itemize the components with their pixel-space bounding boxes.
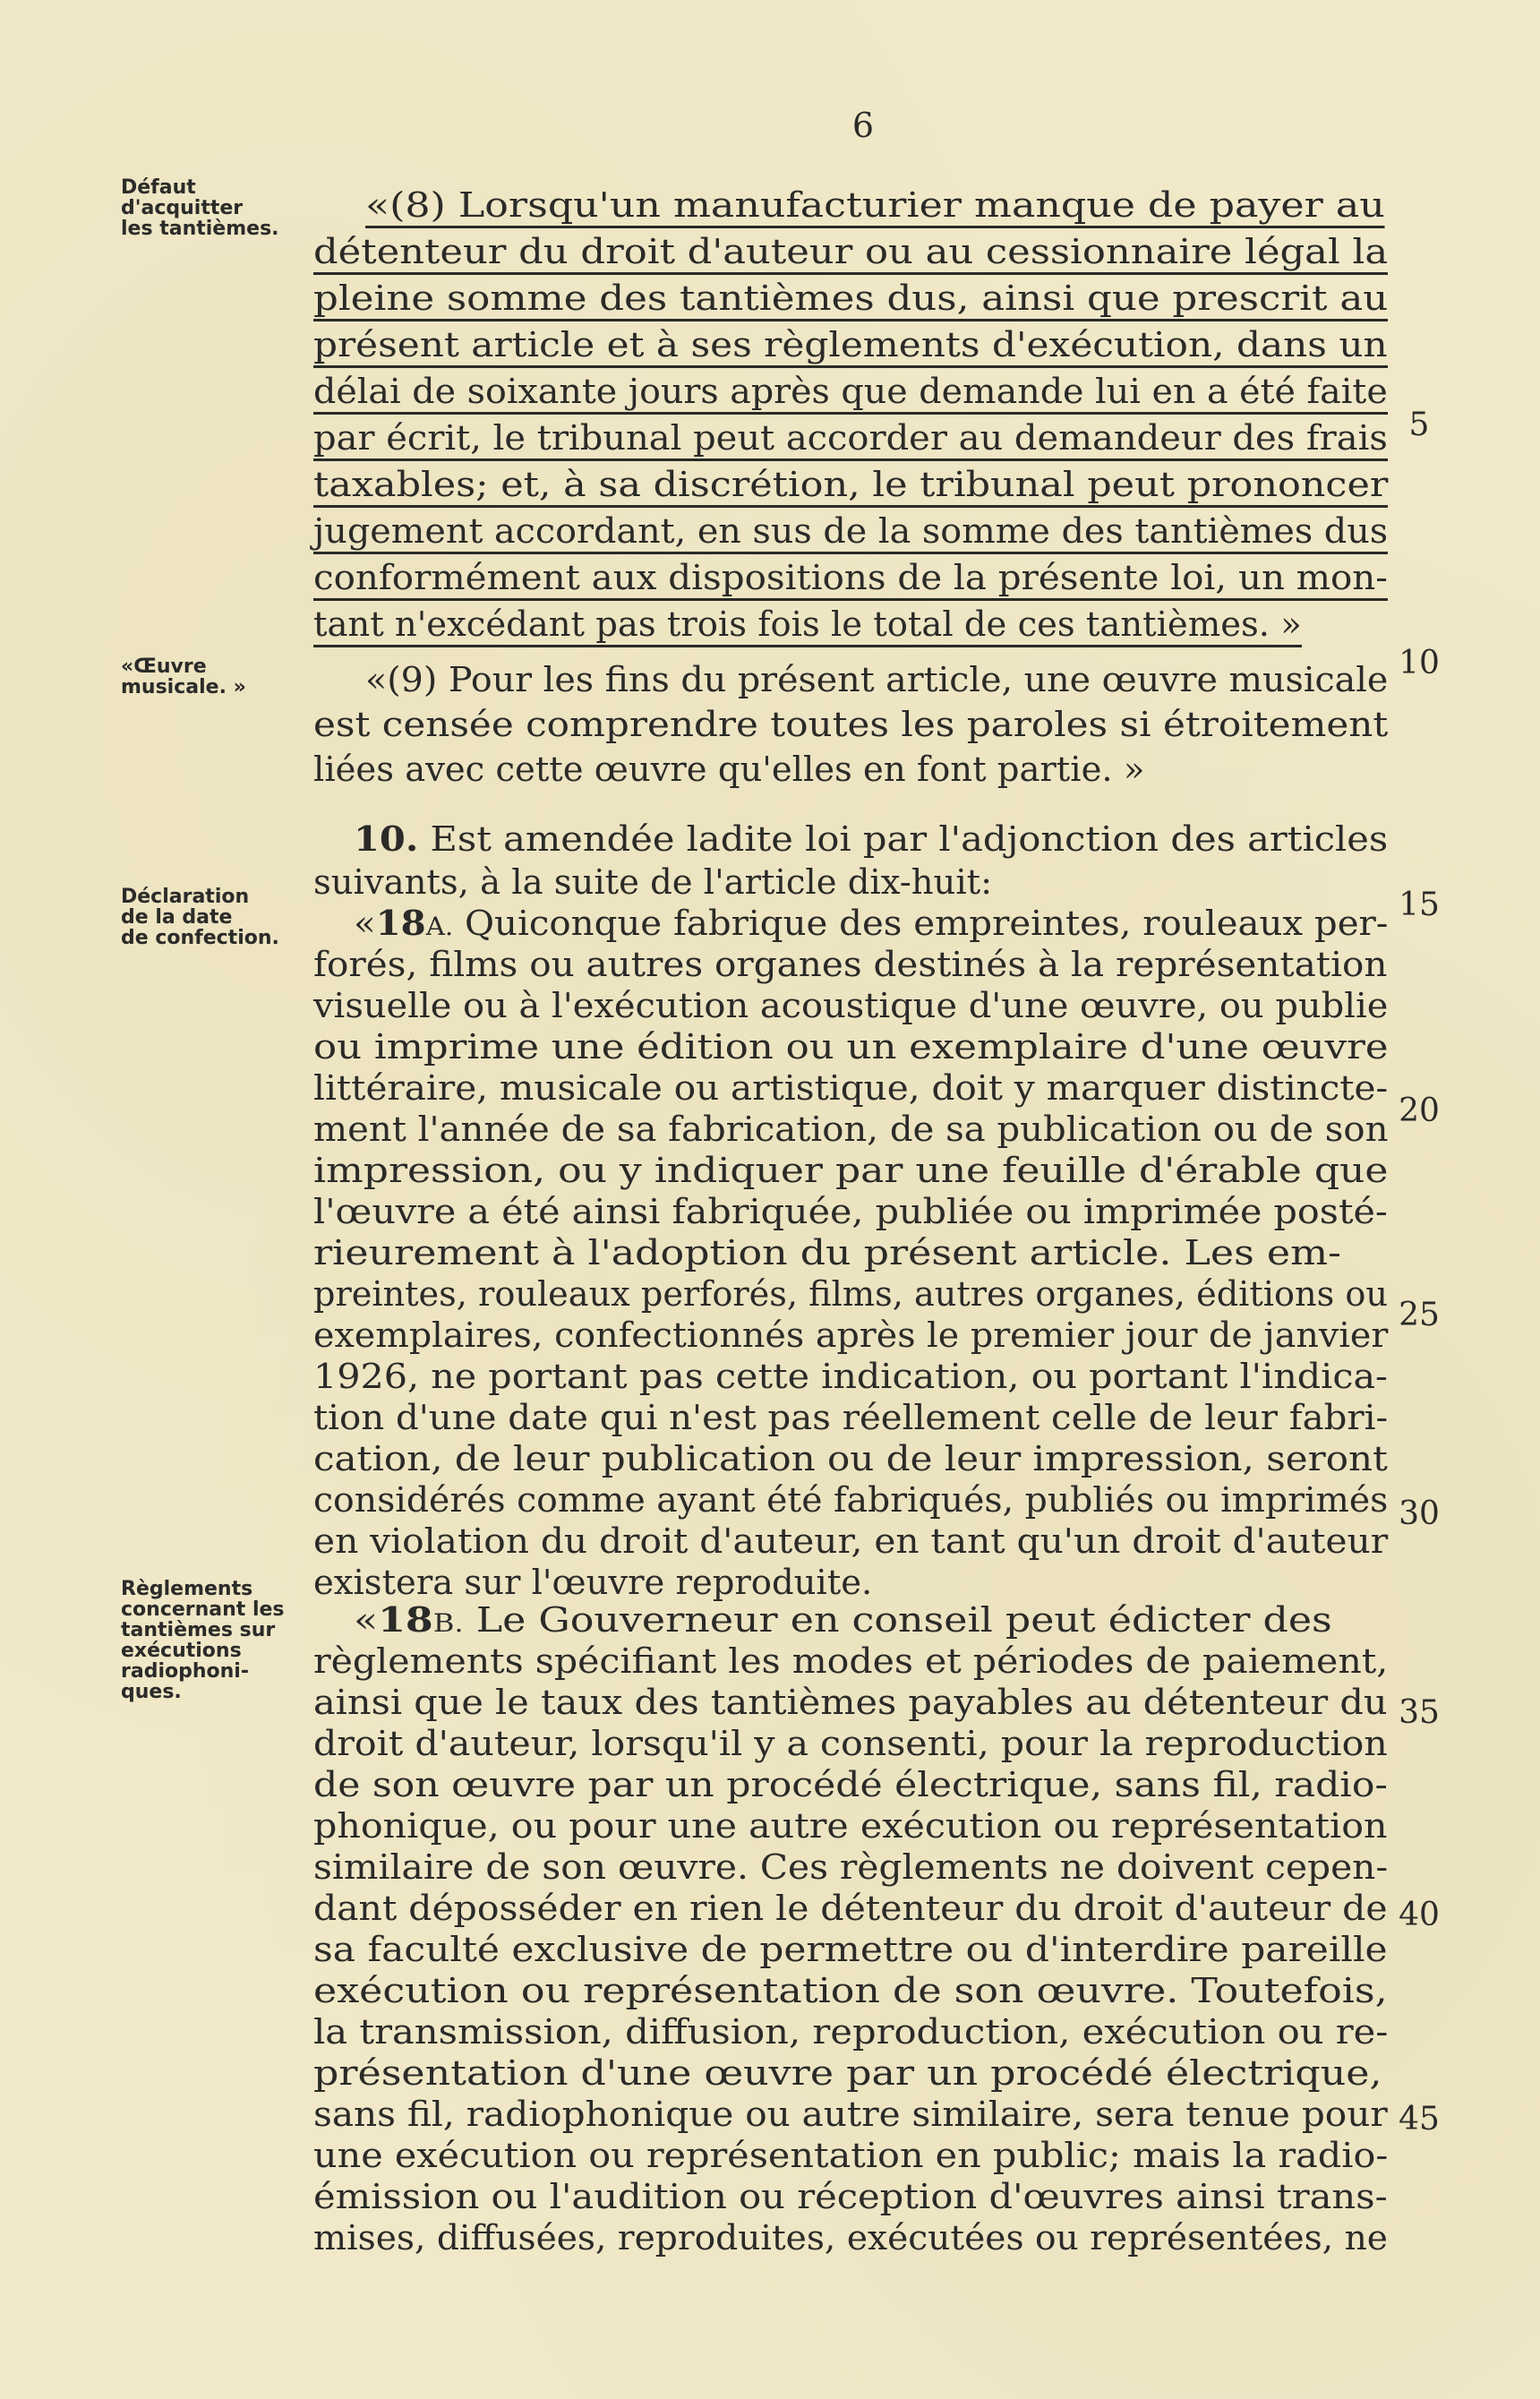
margin-note-defaut	[121, 177, 304, 239]
text-line: sans fil, radiophonique ou autre similaire, sera tenue pour	[313, 2095, 1388, 2135]
text-line: présent article et à ses règlements d'exécution, dans un	[313, 328, 1388, 368]
text-line: dant déposséder en rien le détenteur du droit d'auteur de	[313, 1889, 1388, 1929]
text-line: littéraire, musicale ou artistique, doit y marquer distincte-	[313, 1068, 1389, 1109]
margin-note-line: exécutions	[121, 1640, 242, 1662]
margin-note-line: concernant les	[121, 1598, 285, 1621]
section-number: 18	[375, 904, 426, 944]
margin-note-line: les tantièmes.	[121, 218, 279, 240]
margin-note-reglements	[121, 1579, 304, 1702]
text-line: preintes, rouleaux perforés, films, autres organes, éditions ou	[313, 1274, 1388, 1315]
text-line: de son œuvre par un procédé électrique, sans fil, radio-	[313, 1765, 1388, 1805]
text-line: tion d'une date qui n'est pas réellement celle de leur fabri-	[313, 1398, 1389, 1438]
text-line: ou imprime une édition ou un exemplaire d'une œuvre	[313, 1027, 1389, 1067]
text-line: liées avec cette œuvre qu'elles en font partie. »	[313, 750, 1145, 790]
text-line: 1926, ne portant pas cette indication, ou portant l'indica-	[313, 1357, 1388, 1397]
text-line: l'œuvre a été ainsi fabriquée, publiée ou imprimée posté-	[313, 1192, 1388, 1232]
margin-note-line: tantièmes sur	[121, 1619, 276, 1641]
text-line: ment l'année de sa fabrication, de sa publication ou de son	[313, 1110, 1389, 1150]
text-line: phonique, ou pour une autre exécution ou représentation	[313, 1806, 1388, 1846]
text-line: émission ou l'audition ou réception d'œuvres ainsi trans-	[313, 2177, 1388, 2217]
text-line: jugement accordant, en sus de la somme des tantièmes dus	[313, 514, 1388, 554]
margin-note-declaration	[121, 887, 304, 948]
text-line: ainsi que le taux des tantièmes payables au détenteur du	[313, 1683, 1388, 1723]
text-line: suivants, à la suite de l'article dix-huit:	[313, 862, 993, 903]
text-line: une exécution ou représentation en public; mais la radio-	[313, 2136, 1389, 2176]
text-line: similaire de son œuvre. Ces règlements ne doivent cepen-	[313, 1847, 1389, 1888]
text-line: mises, diffusées, reproduites, exécutées ou représentées, ne	[313, 2218, 1388, 2258]
text-line: cation, de leur publication ou de leur impression, seront	[313, 1439, 1388, 1479]
text-line: délai de soixante jours après que demande lui en a été faite	[313, 374, 1388, 415]
text-line: visuelle ou à l'exécution acoustique d'une œuvre, ou publie	[313, 986, 1389, 1026]
line-number: 35	[1399, 1694, 1440, 1731]
line-number: 20	[1399, 1092, 1440, 1129]
text-line: détenteur du droit d'auteur ou au cessionnaire légal la	[313, 235, 1388, 275]
text-line: est censée comprendre toutes les paroles si étroitement	[313, 705, 1389, 745]
text-line: en violation du droit d'auteur, en tant qu'un droit d'auteur	[313, 1521, 1389, 1562]
text-line: 10. Est amendée ladite loi par l'adjonction des articles	[354, 819, 1389, 860]
text-line: «18B. Le Gouverneur en conseil peut édicter des	[354, 1600, 1332, 1641]
margin-note-line: ques.	[121, 1681, 182, 1703]
page-number: 6	[851, 106, 875, 145]
text-line: la transmission, diffusion, reproduction, exécution ou re-	[313, 2012, 1389, 2052]
margin-note-line: Déclaration	[121, 886, 250, 908]
text-line: pleine somme des tantièmes dus, ainsi que prescrit au	[313, 281, 1388, 321]
section-number: 18	[378, 1600, 433, 1641]
text-line: présentation d'une œuvre par un procédé électrique,	[313, 2053, 1382, 2094]
text-line: exemplaires, confectionnés après le premier jour de janvier	[313, 1315, 1389, 1356]
text-line: «18A. Quiconque fabrique des empreintes, rouleaux per-	[354, 904, 1389, 944]
margin-note-line: de la date	[121, 906, 233, 929]
margin-note-oeuvre-musicale	[121, 656, 304, 698]
margin-note-line: de confection.	[121, 927, 279, 949]
margin-note-line: «Œuvre	[121, 655, 207, 678]
text-line: «(8) Lorsqu'un manufacturier manque de payer au	[365, 188, 1385, 228]
text-line: «(9) Pour les fins du présent article, une œuvre musicale	[365, 660, 1389, 700]
text-line: forés, films ou autres organes destinés à la représentation	[313, 945, 1388, 985]
line-number: 25	[1399, 1297, 1440, 1333]
text-line: par écrit, le tribunal peut accorder au demandeur des frais	[313, 421, 1388, 461]
text-line: règlements spécifiant les modes et périodes de paiement,	[313, 1641, 1389, 1682]
margin-note-line: Règlements	[121, 1578, 253, 1600]
text-line: rieurement à l'adoption du présent article. Les em-	[313, 1233, 1342, 1273]
margin-note-line: musicale. »	[121, 676, 246, 698]
text-line: droit d'auteur, lorsqu'il y a consenti, pour la reproduction	[313, 1724, 1388, 1764]
text-line: existera sur l'œuvre reproduite.	[313, 1563, 873, 1603]
line-number: 5	[1408, 407, 1430, 443]
text-line: tant n'excédant pas trois fois le total de ces tantièmes. »	[313, 607, 1302, 647]
line-number: 40	[1399, 1897, 1440, 1933]
text-line: impression, ou y indiquer par une feuille d'érable que	[313, 1151, 1389, 1191]
text-line: taxables; et, à sa discrétion, le tribunal peut prononcer	[313, 467, 1388, 508]
text-line: exécution ou représentation de son œuvre. Toutefois,	[313, 1971, 1388, 2011]
section-number: 10.	[354, 819, 419, 860]
text-line: considérés comme ayant été fabriqués, publiés ou imprimés	[313, 1480, 1389, 1521]
line-number: 15	[1399, 887, 1440, 923]
margin-note-line: radiophoni-	[121, 1660, 249, 1683]
margin-note-line: Défaut	[121, 176, 196, 199]
text-line: conformément aux dispositions de la présente loi, un mon-	[313, 561, 1388, 601]
line-number: 45	[1399, 2101, 1440, 2138]
text-line: sa faculté exclusive de permettre ou d'interdire pareille	[313, 1930, 1388, 1970]
line-number: 30	[1399, 1495, 1440, 1532]
line-number: 10	[1399, 645, 1440, 681]
margin-note-line: d'acquitter	[121, 197, 244, 219]
